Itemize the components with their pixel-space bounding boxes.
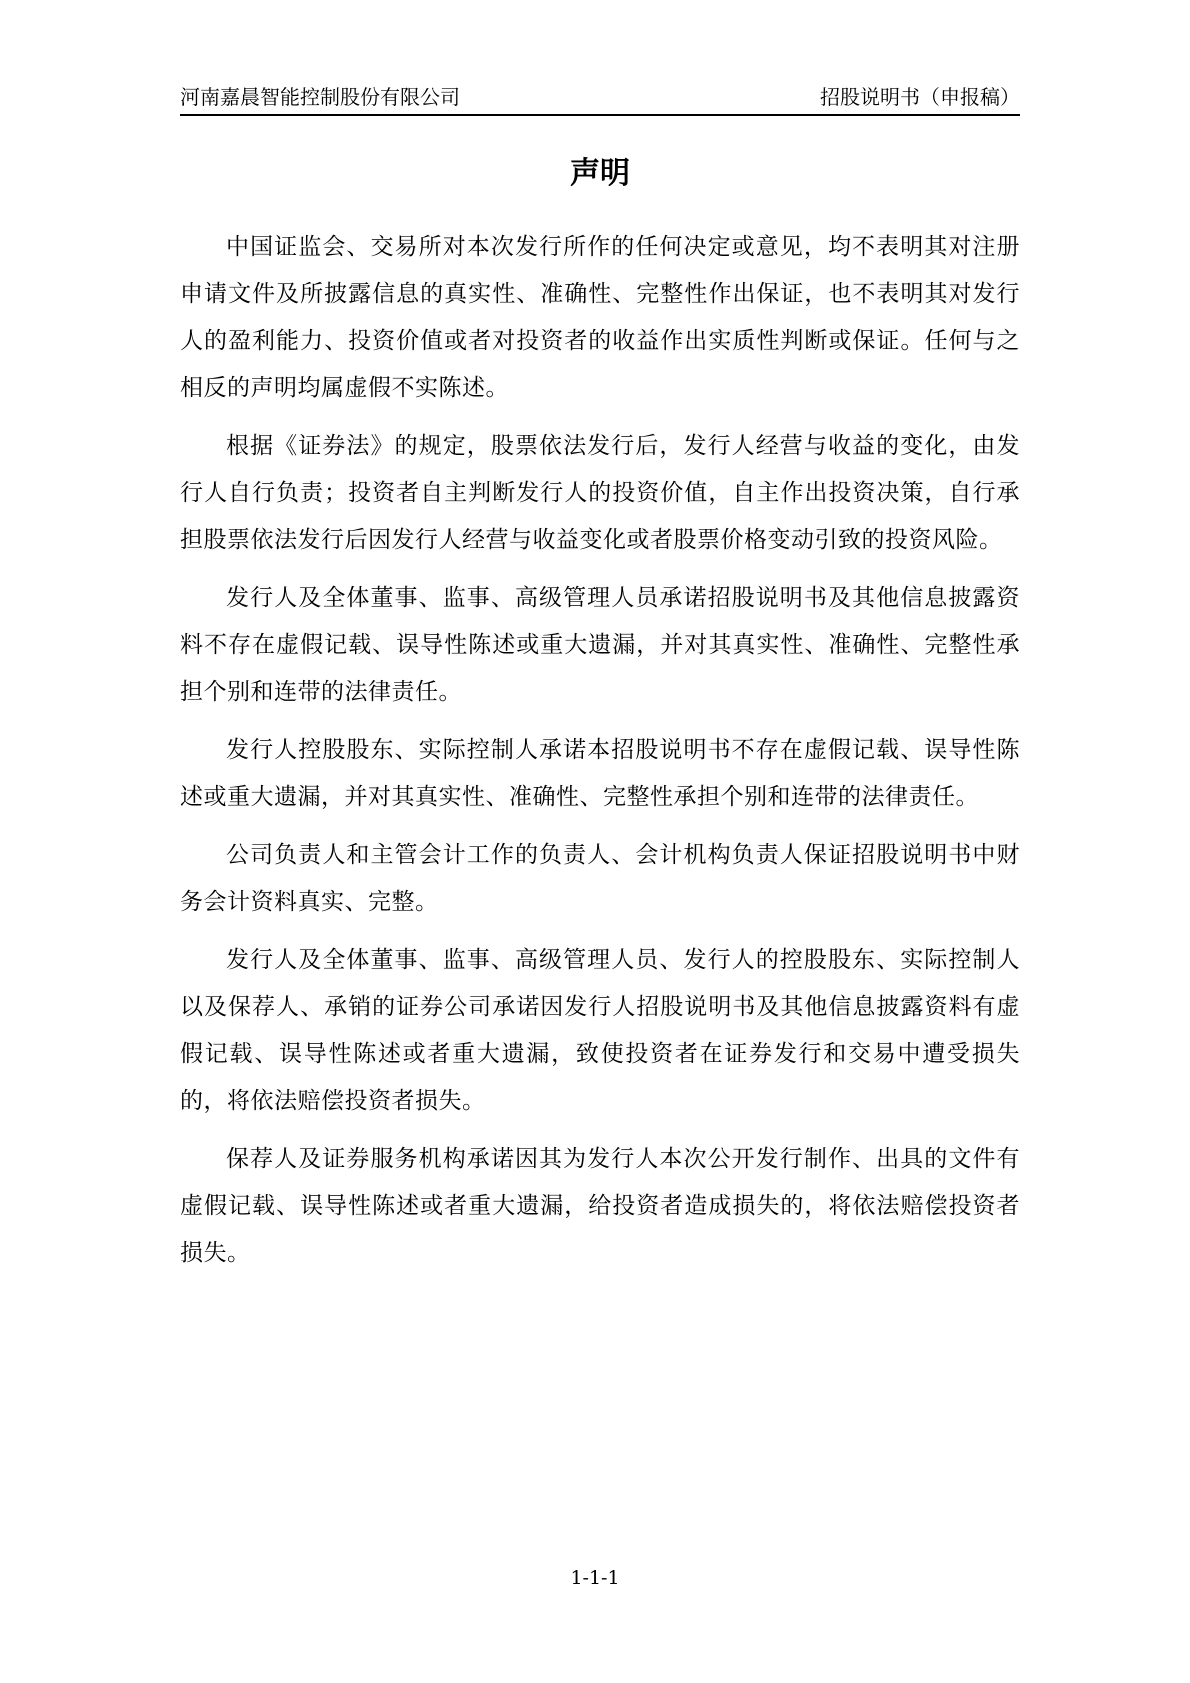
paragraph: 中国证监会、交易所对本次发行所作的任何决定或意见，均不表明其对注册申请文件及所披露信息的真实性、准确性、完整性作出保证，也不表明其对发行人的盈利能力、投资价值或者对投资者的收益作出实质性判断或保证。任何与之相反的声明均属虚假不实陈述。 — [180, 234, 1020, 401]
header-document-type: 招股说明书（申报稿） — [820, 85, 1020, 109]
paragraph: 公司负责人和主管会计工作的负责人、会计机构负责人保证招股说明书中财务会计资料真实、完整。 — [180, 842, 1020, 915]
page-title: 声明 — [570, 156, 630, 191]
paragraph: 发行人及全体董事、监事、高级管理人员、发行人的控股股东、实际控制人以及保荐人、承销的证券公司承诺因发行人招股说明书及其他信息披露资料有虚假记载、误导性陈述或者重大遗漏，致使投资者在证券发行和交易中遭受损失的，将依法赔偿投资者损失。 — [180, 947, 1020, 1114]
paragraph: 根据《证券法》的规定，股票依法发行后，发行人经营与收益的变化，由发行人自行负责；投资者自主判断发行人的投资价值，自主作出投资决策，自行承担股票依法发行后因发行人经营与收益变化或者股票价格变动引致的投资风险。 — [180, 433, 1020, 553]
declaration-body — [180, 224, 1020, 1288]
paragraph: 发行人及全体董事、监事、高级管理人员承诺招股说明书及其他信息披露资料不存在虚假记载、误导性陈述或重大遗漏，并对其真实性、准确性、完整性承担个别和连带的法律责任。 — [180, 585, 1020, 705]
header-company-name: 河南嘉晨智能控制股份有限公司 — [180, 85, 460, 109]
page-header — [180, 84, 1020, 116]
page-number: 1-1-1 — [570, 1567, 620, 1589]
paragraph: 保荐人及证券服务机构承诺因其为发行人本次公开发行制作、出具的文件有虚假记载、误导性陈述或者重大遗漏，给投资者造成损失的，将依法赔偿投资者损失。 — [180, 1146, 1020, 1266]
paragraph: 发行人控股股东、实际控制人承诺本招股说明书不存在虚假记载、误导性陈述或重大遗漏，并对其真实性、准确性、完整性承担个别和连带的法律责任。 — [180, 737, 1020, 810]
